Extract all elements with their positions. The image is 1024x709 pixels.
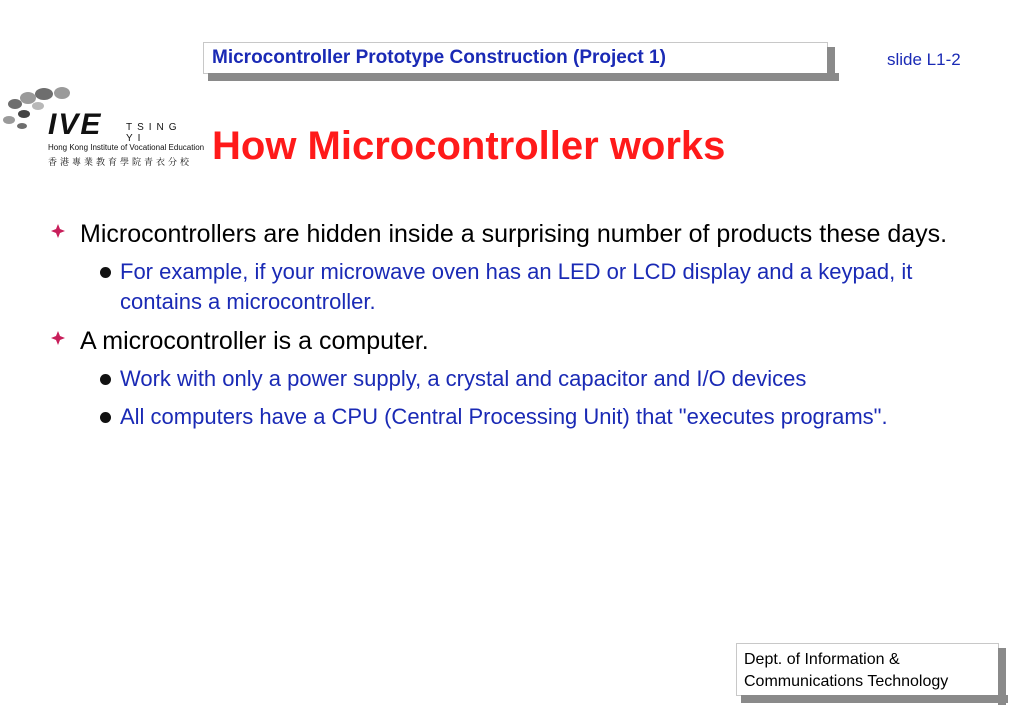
- bullet-text: Microcontrollers are hidden inside a surprising number of products these days.: [80, 220, 948, 248]
- footer-line-2: Communications Technology: [744, 673, 949, 690]
- logo-chinese-name: 香港專業教育學院青衣分校: [48, 157, 193, 167]
- diamond-bullet-icon: [50, 330, 66, 346]
- header-box: [203, 42, 828, 74]
- bullet-item-2: [50, 325, 1000, 358]
- slide-number: slide L1-2: [887, 50, 961, 69]
- diamond-bullet-icon: [50, 223, 66, 239]
- logo-campus-text: TSING YI: [126, 122, 182, 144]
- header-title: Microcontroller Prototype Construction (Project 1): [212, 47, 666, 68]
- bullet-item-1: [50, 218, 1000, 251]
- footer-box: [736, 643, 999, 696]
- sub-bullet-text: All computers have a CPU (Central Processing Unit) that "executes programs".: [120, 404, 888, 429]
- footer-line-1: Dept. of Information &: [744, 651, 900, 668]
- sub-bullet-item: [50, 364, 1000, 394]
- sub-bullet-text: Work with only a power supply, a crystal and capacitor and I/O devices: [120, 366, 807, 391]
- dot-bullet-icon: [100, 267, 111, 278]
- footer-text: [744, 649, 948, 693]
- slide-title: How Microcontroller works: [212, 124, 726, 168]
- logo-ive-text: IVE: [48, 108, 103, 141]
- sub-bullet-item: [50, 402, 1000, 432]
- sub-bullet-text: For example, if your microwave oven has an LED or LCD display and a keypad, it contains a microcontroller.: [120, 259, 913, 314]
- dot-bullet-icon: [100, 374, 111, 385]
- sub-bullet-item: [50, 257, 1000, 317]
- logo-english-name: Hong Kong Institute of Vocational Education: [48, 143, 205, 152]
- bullet-list: [50, 218, 1000, 440]
- ive-logo: [0, 84, 205, 174]
- dot-bullet-icon: [100, 412, 111, 423]
- bullet-text: A microcontroller is a computer.: [80, 327, 429, 355]
